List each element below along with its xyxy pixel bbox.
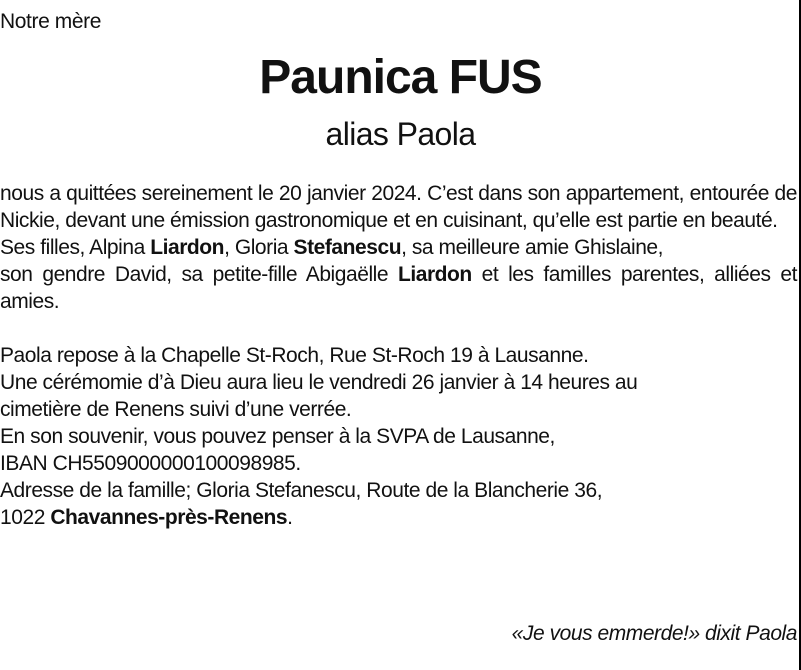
family-address-line: Adresse de la famille; Gloria Stefanescu, Route de la Blancherie 36, bbox=[0, 479, 603, 502]
family-paragraph bbox=[0, 234, 797, 315]
announcement-paragraph: nous a quittées sereinement le 20 janvier 2024. C’est dans son appartement, entourée de Nickie, devant une émission gastronomique et en cuisinant, qu’elle est partie en beauté. bbox=[0, 182, 797, 232]
family-text-5: et les familles parentes, alliées et amies. bbox=[0, 263, 797, 313]
deceased-name: Paunica FUS bbox=[259, 51, 542, 104]
donation-line: En son souvenir, vous pouvez penser à la SVPA de Lausanne, bbox=[0, 425, 555, 448]
closing-quote: «Je vous emmerde!» dixit Paola bbox=[511, 622, 797, 645]
family-text-4: son gendre David, sa petite-fille Abigaëlle bbox=[0, 263, 398, 286]
town-period: . bbox=[287, 506, 293, 529]
family-text-2: , Gloria bbox=[224, 236, 294, 259]
intro-text: Notre mère bbox=[0, 10, 102, 33]
chapel-line: Paola repose à la Chapelle St-Roch, Rue St-Roch 19 à Lausanne. bbox=[0, 344, 589, 367]
iban-line: IBAN CH5509000000100098985. bbox=[0, 452, 301, 475]
family-surname-liardon-2: Liardon bbox=[397, 263, 472, 286]
ceremony-line: Une cérémomie d’à Dieu aura lieu le vendredi 26 janvier à 14 heures au bbox=[0, 371, 638, 394]
deceased-alias: alias Paola bbox=[325, 116, 476, 152]
paragraph-gap bbox=[0, 315, 797, 342]
cemetery-line: cimetière de Renens suivi d’une verrée. bbox=[0, 398, 352, 421]
notice-body bbox=[0, 180, 797, 531]
family-surname-liardon: Liardon bbox=[150, 236, 225, 259]
family-text-3: , sa meilleure amie Ghislaine, bbox=[401, 236, 664, 259]
postcode: 1022 bbox=[0, 506, 51, 529]
town-name: Chavannes-près-Renens bbox=[50, 506, 288, 529]
family-text-1: Ses filles, Alpina bbox=[0, 236, 151, 259]
family-surname-stefanescu: Stefanescu bbox=[293, 236, 402, 259]
town-line bbox=[0, 504, 797, 531]
